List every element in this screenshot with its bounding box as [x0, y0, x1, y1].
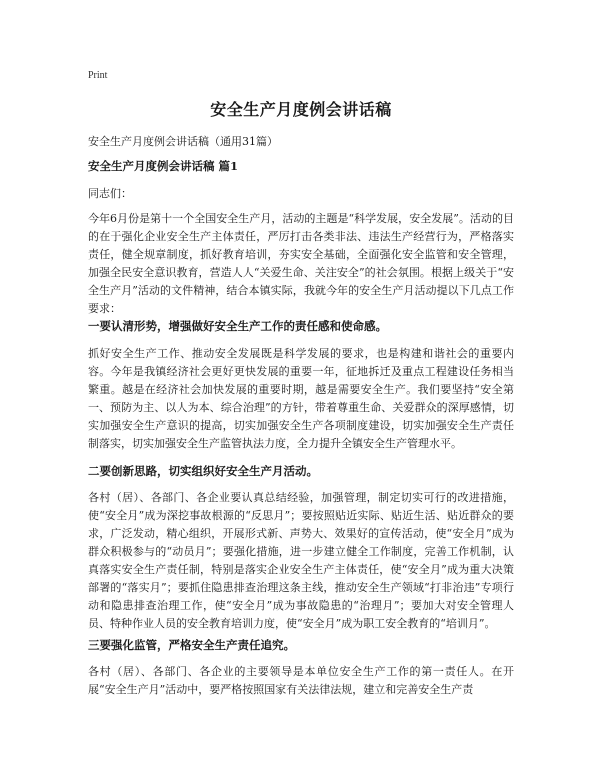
- greeting: 同志们：: [88, 187, 132, 200]
- paragraph-section-1: 抓好安全生产工作、推动安全发展既是科学发展的要求，也是构建和谐社会的重要内容。今年是我镇经济社会更好更快发展的重要一年，征地拆迁及重点工程建设任务相当繁重。越是在经济社会加快发展的重要时期，越是需要安全生产。我们要坚持“安全第一、预防为主、以人为本、综合治理”的方针，带着尊重生命、关爱群众的深厚感情，切实加强安全生产意识的提高，切实加强安全生产各项制度建设，切实加强安全生产责任制落实，切实加强安全生产监管执法力度，全力提升全镇安全生产管理水平。: [88, 347, 514, 450]
- section-heading-1: 一要认清形势，增强做好安全生产工作的责任感和使命感。: [88, 319, 387, 333]
- section-heading-3: 三要强化监管，严格安全生产责任追究。: [88, 638, 295, 652]
- print-link[interactable]: Print: [88, 70, 108, 81]
- page-title: 安全生产月度例会讲话稿: [210, 100, 392, 119]
- paragraph-section-2: 各村（居）、各部门、各企业要认真总结经验，加强管理，制定切实可行的改进措施，使“安全月”成为深挖事故根源的“反思月”；要按照贴近实际、贴近生活、贴近群众的要求，广泛发动，精心组织，开展形式新、声势大、效果好的宣传活动，使“安全月”成为群众积极参与的“动员月”；要强化措施，进一步建立健全工作制度，完善工作机制，认真落实安全生产责任制，特别是落实企业安全生产主体责任，使“安全月”成为重大决策部署的“落实月”；要抓住隐患排查治理这条主线，推动安全生产领域“打非治违”专项行动和隐患排查治理工作，使“安全月”成为事故隐患的“治理月”；要加大对安全管理人员、特种作业人员的安全教育培训力度，使“安全月”成为职工安全教育的“培训月”。: [88, 491, 514, 630]
- section-heading-2: 二要创新思路，切实组织好安全生产月活动。: [88, 464, 318, 478]
- document-subtitle: 安全生产月度例会讲话稿（通用31篇）: [88, 135, 278, 148]
- paragraph-section-3: 各村（居）、各部门、各企业的主要领导是本单位安全生产工作的第一责任人。在开展“安全生产月”活动中，要严格按照国家有关法律法规，建立和完善安全生产责: [88, 665, 514, 696]
- article-heading: 安全生产月度例会讲话稿 篇1: [88, 159, 239, 173]
- paragraph-intro: 今年6月份是第十一个全国安全生产月，活动的主题是“科学发展，安全发展”。活动的目的在于强化企业安全生产主体责任，严厉打击各类非法、违法生产经营行为，严格落实责任，健全规章制度，抓好教育培训，夯实安全基础，全面强化安全监管和安全管理，加强全民安全意识教育，营造人人“关爱生命、关注安全”的社会氛围。根据上级关于“安全生产月”活动的文件精神，结合本镇实际，我就今年的安全生产月活动提以下几点工作要求：: [88, 212, 514, 315]
